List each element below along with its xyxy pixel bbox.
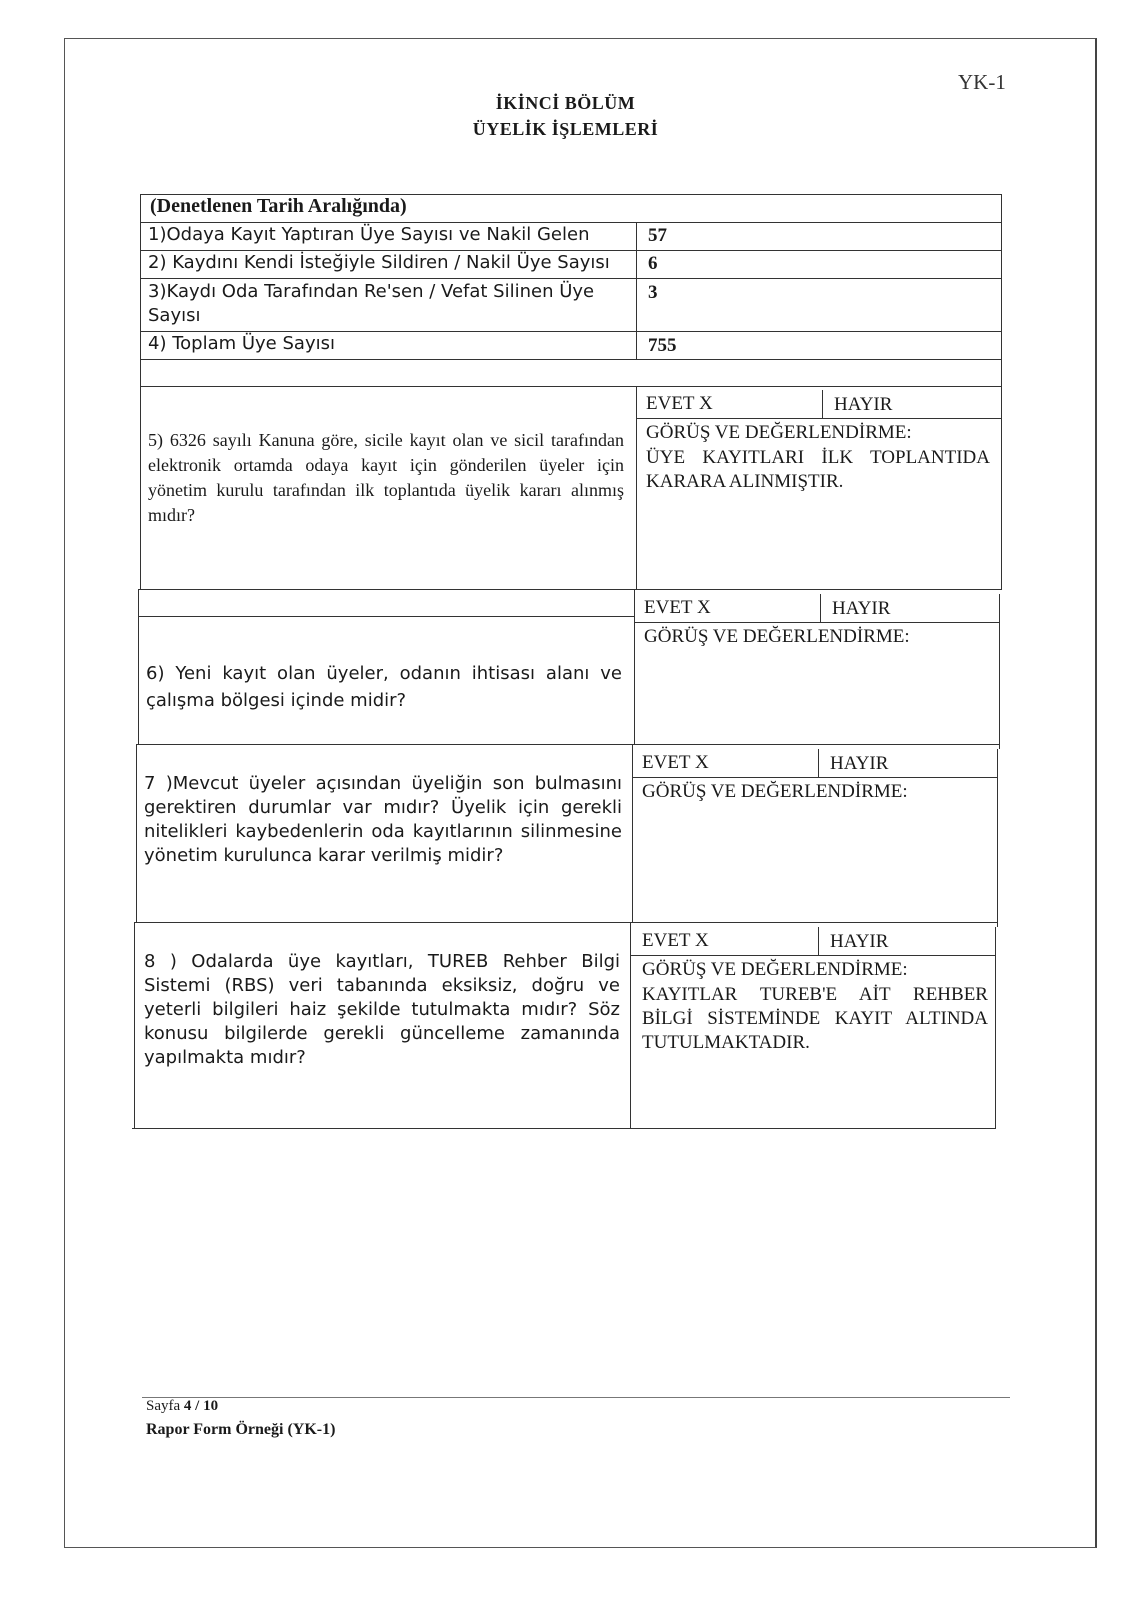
question-text: 5) 6326 sayılı Kanuna göre, sicile kayıt olan ve sicil tarafından elektronik ortamda odaya kayıt için gönderilen üyeler için yönetim kurulu tarafından ilk toplantıda üyelik kararı alınmış mıdır? <box>148 430 624 525</box>
gorus-label: GÖRÜŞ VE DEĞERLENDİRME: <box>646 422 912 443</box>
evet-option: EVET X <box>642 930 709 951</box>
footer-divider <box>142 1397 1010 1398</box>
summary-row-label: 1)Odaya Kayıt Yaptıran Üye Sayısı ve Nakil Gelen <box>148 224 590 245</box>
hayir-option: HAYIR <box>832 598 891 619</box>
section-subheading: ÜYELİK İŞLEMLERİ <box>472 119 659 139</box>
page-value: 4 / 10 <box>183 1398 219 1414</box>
gorus-label: GÖRÜŞ VE DEĞERLENDİRME: <box>644 626 910 647</box>
hayir-option: HAYIR <box>830 931 889 952</box>
document-code: YK-1 <box>958 70 1006 94</box>
summary-row-value: 3 <box>648 282 658 303</box>
page-number <box>146 1398 218 1415</box>
evet-option: EVET X <box>642 752 709 773</box>
hayir-option: HAYIR <box>834 394 893 415</box>
question-text: 6) Yeni kayıt olan üyeler, odanın ihtisası alanı ve çalışma bölgesi içinde midir? <box>146 663 622 711</box>
section-heading: İKİNCİ BÖLÜM <box>495 93 636 113</box>
evet-option: EVET X <box>644 597 711 618</box>
summary-row-value: 6 <box>648 253 658 274</box>
summary-row-value: 755 <box>648 335 677 356</box>
gorus-label: GÖRÜŞ VE DEĞERLENDİRME: <box>642 959 908 980</box>
question-text: 8 ) Odalarda üye kayıtları, TUREB Rehber Bilgi Sistemi (RBS) veri tabanında eksiksiz, doğru ve yeterli bilgileri haiz şekilde tutulmakta mıdır? Söz konusu bilgilerde gerekli güncelleme zamanında yapılmakta mıdır? <box>144 951 620 1068</box>
hayir-option: HAYIR <box>830 753 889 774</box>
evet-option: EVET X <box>646 393 713 414</box>
form-name: Rapor Form Örneği (YK-1) <box>146 1421 336 1438</box>
summary-row-label: 4) Toplam Üye Sayısı <box>148 333 335 354</box>
summary-row-value: 57 <box>648 225 667 246</box>
summary-row-label: 2) Kaydını Kendi İsteğiyle Sildiren / Nakil Üye Sayısı <box>148 252 610 273</box>
page-label: Sayfa <box>146 1398 181 1414</box>
summary-row-label: 3)Kaydı Oda Tarafından Re'sen / Vefat Silinen Üye <box>148 281 595 302</box>
gorus-label: GÖRÜŞ VE DEĞERLENDİRME: <box>642 781 908 802</box>
gorus-text: ÜYE KAYITLARI İLK TOPLANTIDA KARARA ALINMIŞTIR. <box>646 447 990 492</box>
question-text: 7 )Mevcut üyeler açısından üyeliğin son bulmasını gerektiren durumlar var mıdır? Üyelik için gerekli nitelikleri kaybedenlerin oda kayıtlarının silinmesine yönetim kurulunca karar verilmiş midir? <box>144 773 622 866</box>
summary-title: (Denetlenen Tarih Aralığında) <box>150 195 407 217</box>
summary-row-label-cont: Sayısı <box>148 305 201 326</box>
gorus-text: KAYITLAR TUREB'E AİT REHBER BİLGİ SİSTEMİNDE KAYIT ALTINDA TUTULMAKTADIR. <box>642 984 988 1053</box>
